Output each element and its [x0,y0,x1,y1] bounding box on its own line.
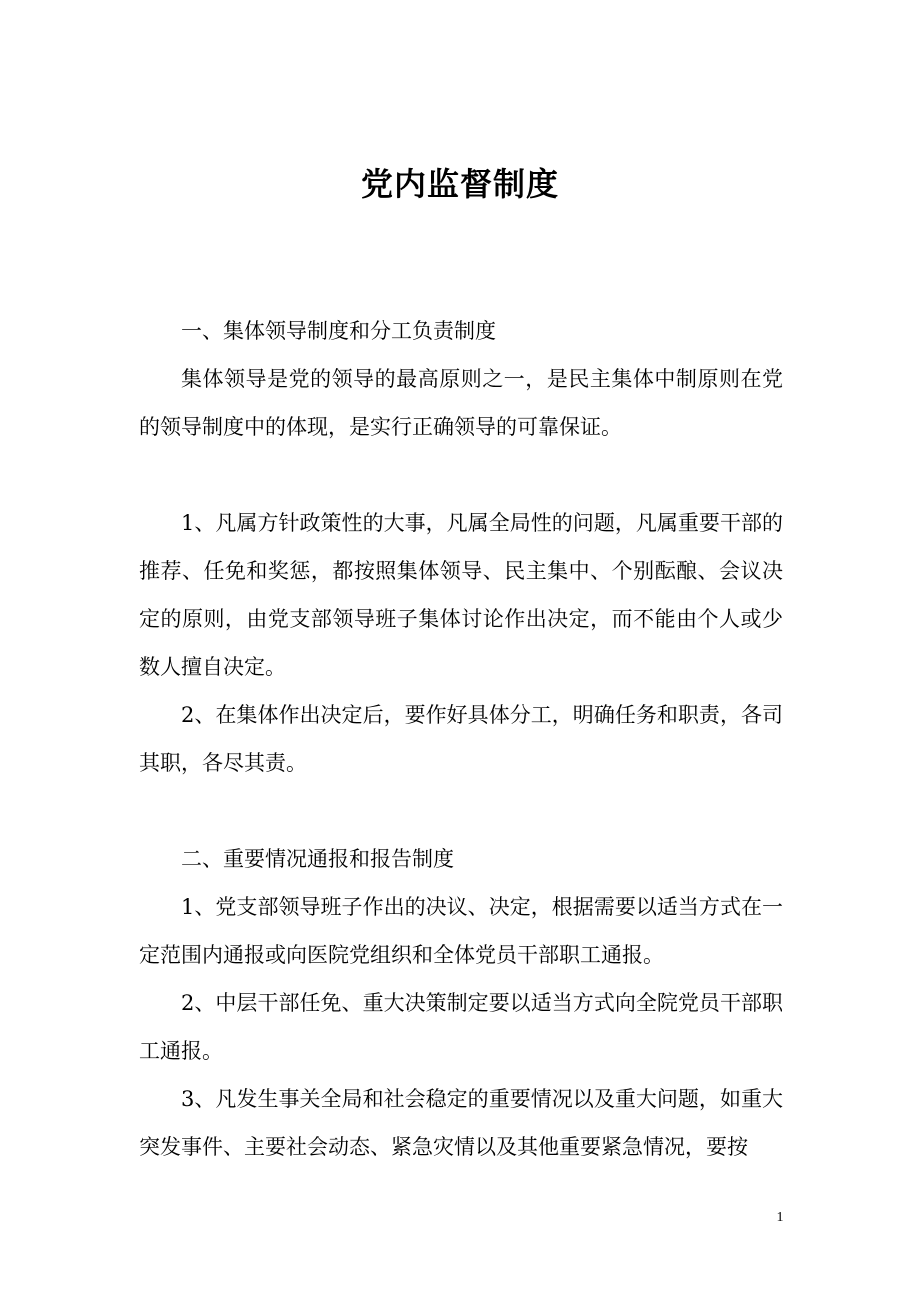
paragraph: 2、中层干部任免、重大决策制定要以适当方式向全院党员干部职工通报。 [139,991,783,1063]
section-heading: 一、集体领导制度和分工负责制度 [181,319,496,343]
page-number: 1 [776,1210,784,1225]
paragraph: 1、党支部领导班子作出的决议、决定，根据需要以适当方式在一定范围内通报或向医院党组织和全体党员干部职工通报。 [139,895,783,967]
document-title: 党内监督制度 [360,165,559,203]
paragraph: 1、凡属方针政策性的大事，凡属全局性的问题，凡属重要干部的推荐、任免和奖惩，都按照集体领导、民主集中、个别酝酿、会议决定的原则，由党支部领导班子集体讨论作出决定，而不能由个人或少数人擅自决定。 [139,511,783,679]
blank-line [139,451,783,499]
paragraph: 2、在集体作出决定后，要作好具体分工，明确任务和职责，各司其职，各尽其责。 [139,703,783,775]
paragraph: 集体领导是党的领导的最高原则之一，是民主集体中制原则在党的领导制度中的体现，是实行正确领导的可靠保证。 [139,367,783,439]
blank-line [139,787,783,835]
document-body [139,307,783,1171]
paragraph: 3、凡发生事关全局和社会稳定的重要情况以及重大问题，如重大突发事件、主要社会动态、紧急灾情以及其他重要紧急情况，要按 [139,1087,783,1159]
section-heading: 二、重要情况通报和报告制度 [181,847,454,871]
